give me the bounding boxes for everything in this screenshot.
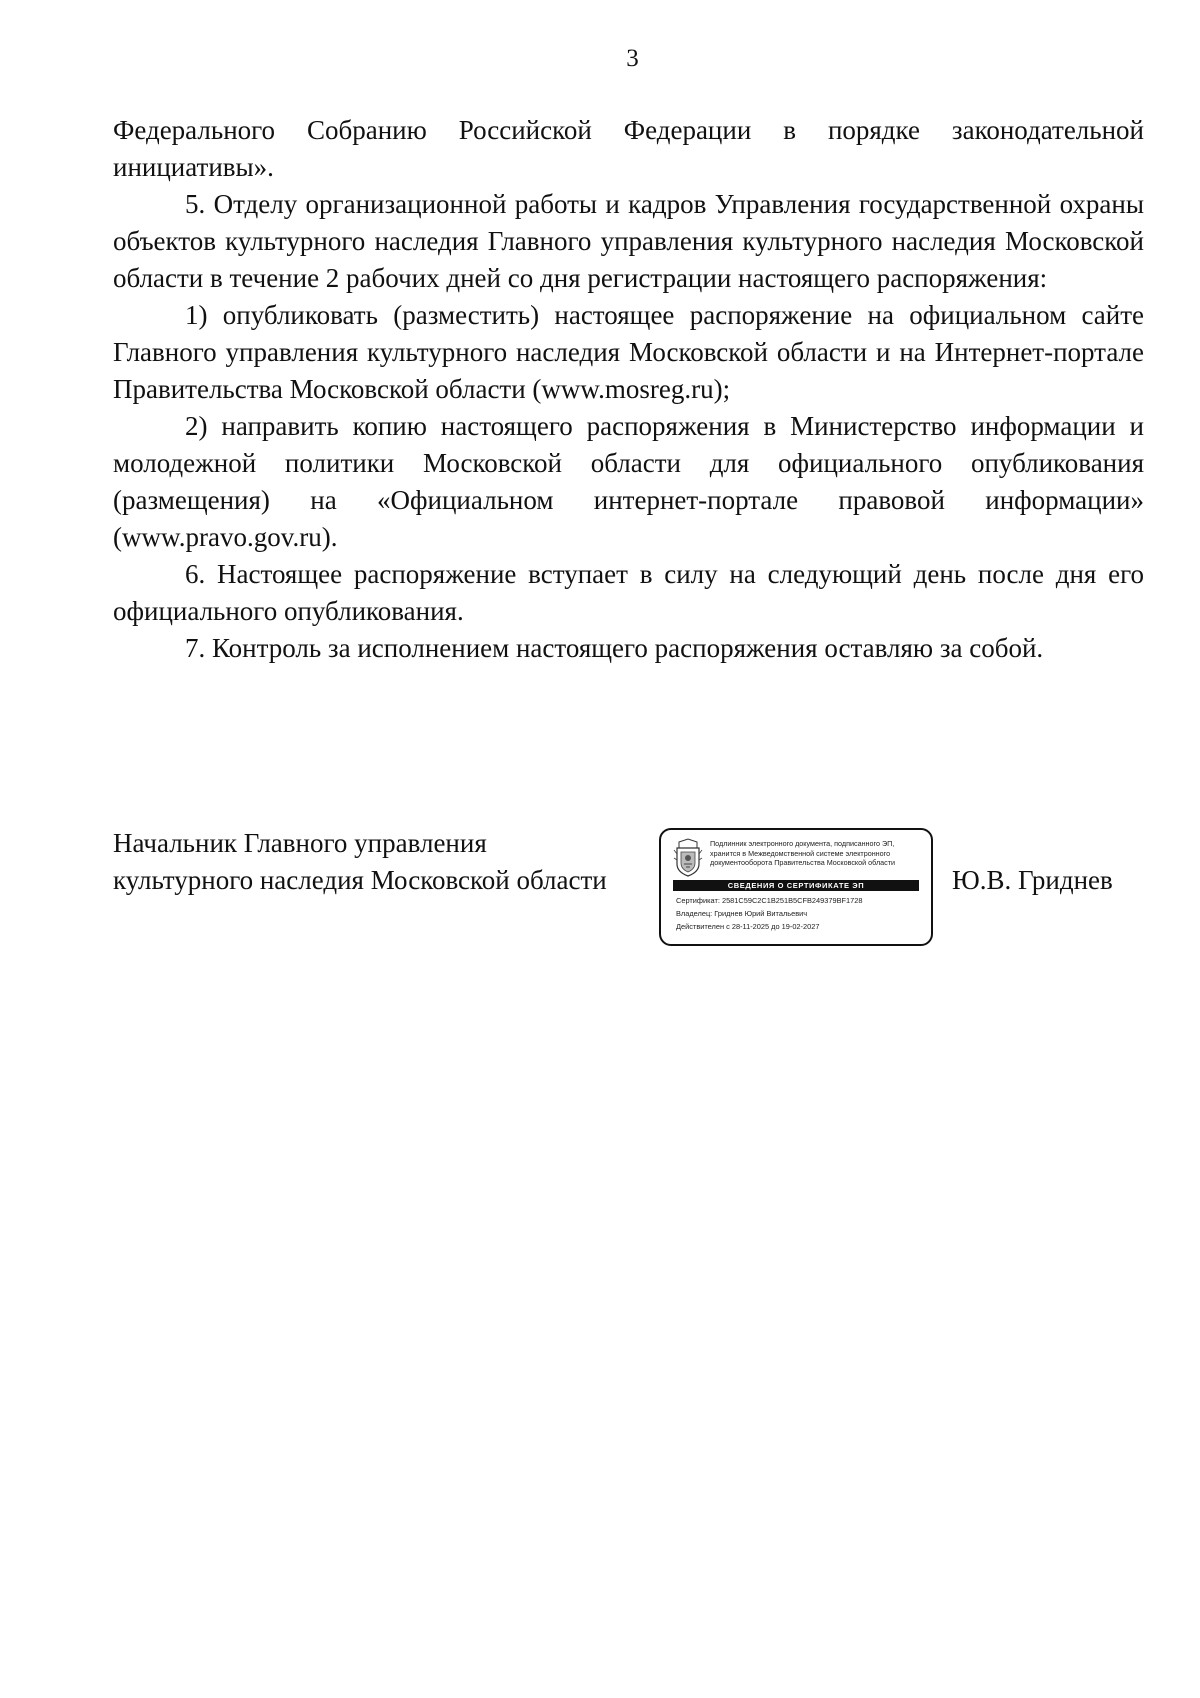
certificate-details <box>676 894 926 933</box>
signatory-name: Ю.В. Гриднев <box>952 865 1113 895</box>
paragraph-continuation: Федерального Собранию Российской Федерации в порядке законодательной инициативы». <box>113 115 1144 182</box>
page-number: 3 <box>626 45 639 72</box>
stamp-header <box>710 839 932 868</box>
paragraph-item-5: 5. Отделу организационной работы и кадров Управления государственной охраны объектов культурного наследия Главного управления культурного наследия Московской области в течение 2 рабочих дней со дня регистрации настоящего распоряжения: <box>113 189 1144 293</box>
certificate-owner: Владелец: Гриднев Юрий Витальевич <box>676 909 808 918</box>
signatory-position <box>113 825 607 899</box>
paragraph-subitem-1: 1) опубликовать (разместить) настоящее распоряжение на официальном сайте Главного управления культурного наследия Московской области и на Интернет-портале Правительства Московской области (www.mosreg.ru); <box>113 300 1144 404</box>
paragraph-item-7: 7. Контроль за исполнением настоящего распоряжения оставляю за собой. <box>185 633 1044 663</box>
certificate-validity: Действителен с 28-11-2025 до 19-02-2027 <box>676 922 820 931</box>
signatory-position-line-1: Начальник Главного управления <box>113 828 487 858</box>
signatory-position-line-2: культурного наследия Московской области <box>113 865 607 895</box>
certificate-serial: Сертификат: 2581C59C2C1B251B5CFB249379BF1728 <box>676 896 863 905</box>
coat-of-arms-icon <box>673 838 703 878</box>
stamp-header-line-1: Подлинник электронного документа, подписанного ЭП, <box>710 839 895 848</box>
certificate-info-band: СВЕДЕНИЯ О СЕРТИФИКАТЕ ЭП <box>673 880 919 891</box>
stamp-header-line-2: хранится в Межведомственной системе электронного <box>710 848 891 858</box>
electronic-signature-stamp <box>659 828 933 946</box>
stamp-header-line-3: документооборота Правительства Московской области <box>710 858 896 867</box>
paragraph-subitem-2: 2) направить копию настоящего распоряжения в Министерство информации и молодежной политики Московской области для официального опубликования (размещения) на «Официальном интернет-портале правовой информации» (www.pravo.gov.ru). <box>113 411 1144 552</box>
paragraph-item-6: 6. Настоящее распоряжение вступает в силу на следующий день после дня его официального опубликования. <box>113 559 1144 626</box>
document-body <box>113 112 1144 667</box>
